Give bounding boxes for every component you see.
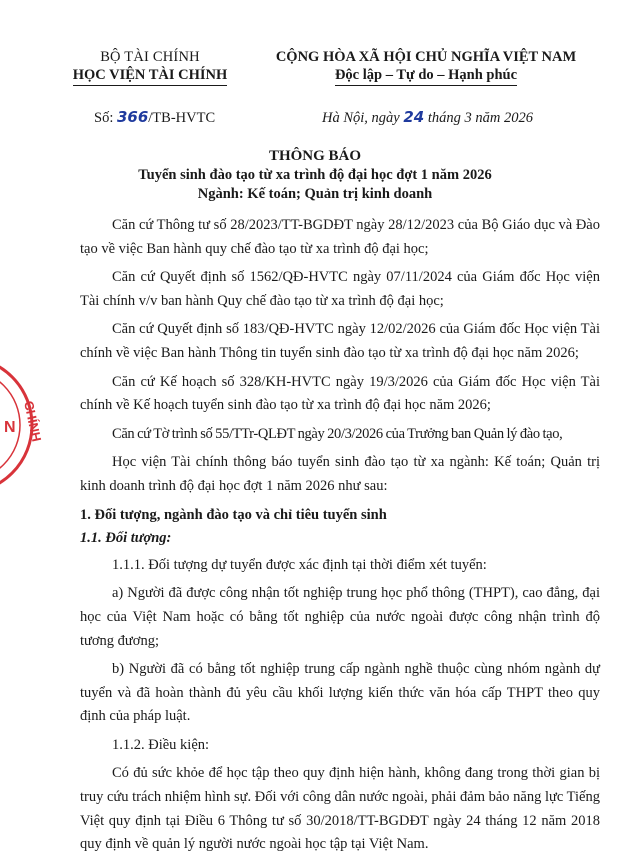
section-1-1-heading: 1.1. Đối tượng: — [80, 530, 172, 547]
nation-name: CỘNG HÒA XÃ HỘI CHỦ NGHĨA VIỆT NAM — [275, 49, 577, 65]
notice-majors: Ngành: Kế toán; Quản trị kinh doanh — [197, 186, 433, 202]
handwritten-number: 366 — [116, 108, 149, 126]
date-prefix: Hà Nội, ngày — [322, 110, 404, 126]
section-1-heading: 1. Đối tượng, ngành đào tạo và chỉ tiêu tuyển sinh — [80, 506, 387, 523]
national-header — [248, 48, 604, 86]
seal-text: CHÍNH — [21, 399, 44, 443]
notice-subtitle: Tuyển sinh đào tạo từ xa trình độ đại học đợt 1 năm 2026 — [138, 167, 492, 183]
announcement-intro: Học viện Tài chính thông báo tuyển sinh đào tạo từ xa ngành: Kế toán; Quản trị kinh doanh trình độ đại học đợt 1 năm 2026 như sau: — [80, 454, 600, 494]
legal-basis-2: Căn cứ Quyết định số 1562/QĐ-HVTC ngày 07/11/2024 của Giám đốc Học viện Tài chính v/v ban hành Quy chế đào tạo từ xa trình độ đại học; — [80, 269, 600, 309]
notice-body — [80, 214, 600, 862]
legal-basis-4: Căn cứ Kế hoạch số 328/KH-HVTC ngày 19/3/2026 của Giám đốc Học viện Tài chính về Kế hoạch tuyển sinh đào tạo từ xa trình độ đại học năm 2026; — [80, 373, 600, 414]
doc-number-suffix: /TB-HVTC — [148, 110, 216, 126]
red-seal-stamp — [0, 350, 44, 500]
legal-basis-3: Căn cứ Quyết định số 183/QĐ-HVTC ngày 12/02/2026 của Giám đốc Học viện Tài chính về việc Ban hành Thông tin tuyển sinh đào tạo từ xa trình độ đại học năm 2026; — [80, 321, 600, 361]
date-suffix: tháng 3 năm 2026 — [424, 110, 533, 126]
academy-name: HỌC VIỆN TÀI CHÍNH — [73, 66, 228, 86]
notice-title-block — [60, 146, 570, 204]
issuer-header — [55, 48, 245, 86]
doc-number-prefix: Số: — [94, 110, 117, 126]
document-date — [322, 108, 533, 127]
ministry-name: BỘ TÀI CHÍNH — [100, 49, 200, 65]
conditions-paragraph: Có đủ sức khỏe để học tập theo quy định hiện hành, không đang trong thời gian bị truy cứu trách nhiệm hình sự. Đối với công dân nước ngoài, phải đảm bảo năng lực Tiếng Việt quy định tại Điều 6 Thông tư số 30/2018/TT-BGDĐT ngày 24 tháng 12 năm 2018 quy định về quản lý người nước ngoài học tập tại Việt Nam. — [80, 765, 600, 853]
document-number — [94, 108, 215, 127]
clause-b: b) Người đã có bằng tốt nghiệp trung cấp ngành nghề thuộc cùng nhóm ngành dự tuyển và đã hoàn thành đủ yêu cầu khối lượng kiến thức văn hóa cấp THPT theo quy định của pháp luật. — [80, 661, 600, 725]
clause-1-1-2: 1.1.2. Điều kiện: — [112, 736, 210, 753]
legal-basis-1: Căn cứ Thông tư số 28/2023/TT-BGDĐT ngày 28/12/2023 của Bộ Giáo dục và Đào tạo về việc Ban hành quy chế đào tạo từ xa trình độ đại học; — [80, 217, 600, 257]
legal-basis-5: Căn cứ Tờ trình số 55/TTr-QLĐT ngày 20/3/2026 của Trưởng ban Quản lý đào tạo, — [112, 425, 563, 442]
clause-a: a) Người đã được công nhận tốt nghiệp trung học phổ thông (THPT), cao đẳng, đại học của Việt Nam hoặc có bằng tốt nghiệp của nước ngoài được công nhận trình độ tương đương; — [80, 585, 600, 649]
handwritten-day: 24 — [403, 108, 425, 126]
seal-letter: N — [4, 419, 16, 436]
clause-1-1-1: 1.1.1. Đối tượng dự tuyển được xác định tại thời điểm xét tuyển: — [112, 556, 487, 573]
national-motto: Độc lập – Tự do – Hạnh phúc — [335, 66, 517, 86]
notice-title: THÔNG BÁO — [268, 148, 362, 164]
